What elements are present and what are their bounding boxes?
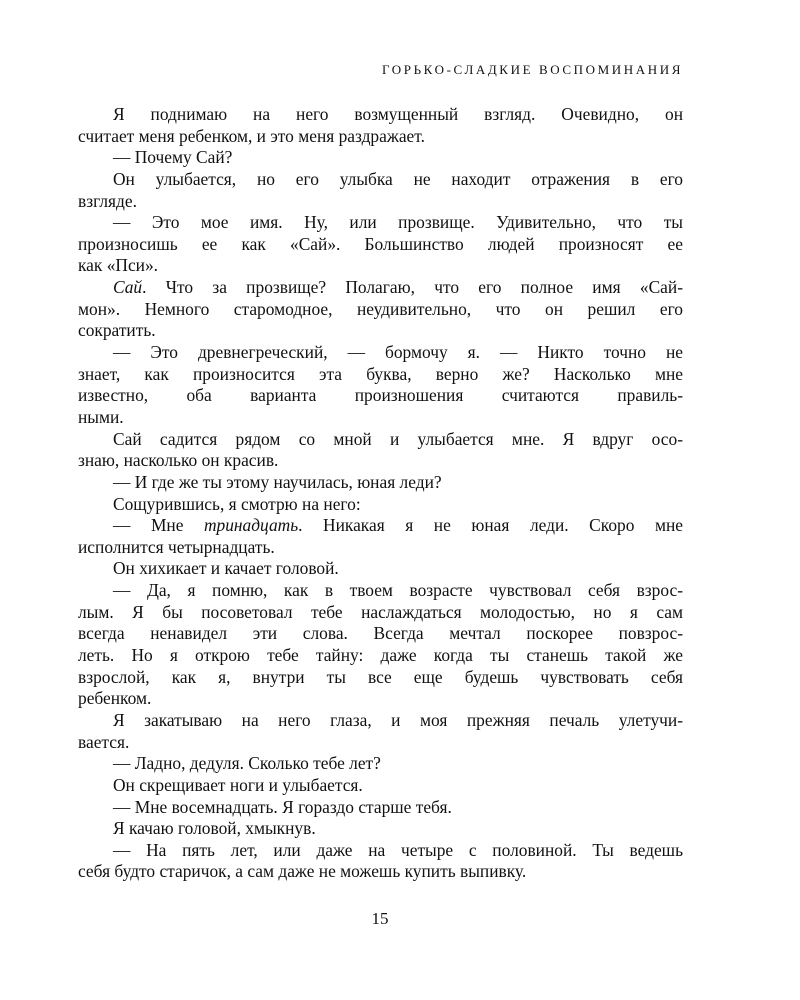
emphasis-sai: Сай — [113, 277, 143, 298]
text-line-rest: . Что за прозвище? Полагаю, что его полное имя «Сай- — [142, 277, 683, 298]
text-line: взгляде. — [78, 190, 137, 211]
text-line: себя будто старичок, а сам даже не можешь купить выпивку. — [78, 861, 527, 882]
text-line: — Ладно, дедуля. Сколько тебе лет? — [113, 753, 381, 774]
text-line: Я качаю головой, хмыкнув. — [113, 818, 316, 839]
text-line-start: — Мне — [113, 515, 204, 536]
text-line: леть. Но я открою тебе тайну: даже когда ты станешь такой же — [78, 645, 683, 666]
text-line: мон». Немного старомодное, неудивительно, что он решил его — [78, 298, 683, 319]
text-line — [78, 277, 683, 299]
text-line: — Мне восемнадцать. Я гораздо старше тебя. — [113, 796, 452, 817]
text-line: Я закатываю на него глаза, и моя прежняя печаль улетучи- — [113, 709, 683, 730]
text-line: — Да, я помню, как в твоем возрасте чувствовал себя взрос- — [113, 580, 683, 601]
text-line: знает, как произносится эта буква, верно же? Насколько мне — [78, 363, 683, 384]
body-text — [78, 104, 683, 883]
text-line: — Это мое имя. Ну, или прозвище. Удивительно, что ты — [113, 212, 683, 233]
text-line: Он скрещивает ноги и улыбается. — [113, 774, 363, 795]
text-line: считает меня ребенком, и это меня раздражает. — [78, 125, 425, 146]
text-line: сократить. — [78, 320, 156, 341]
text-line: — Почему Сай? — [113, 147, 233, 168]
text-line: ными. — [78, 406, 124, 427]
text-line: Он хихикает и качает головой. — [113, 558, 339, 579]
text-line: — На пять лет, или даже на четыре с половиной. Ты ведешь — [113, 839, 683, 860]
text-line: произносишь ее как «Сай». Большинство людей произносят ее — [78, 233, 683, 254]
text-line: знаю, насколько он красив. — [78, 450, 279, 471]
text-line-rest: . Никакая я не юная леди. Скоро мне — [298, 515, 683, 536]
text-line: взрослой, как я, внутри ты все еще будешь чувствовать себя — [78, 666, 683, 687]
text-line: всегда ненавидел эти слова. Всегда мечтал поскорее повзрос- — [78, 623, 683, 644]
text-line: лым. Я бы посоветовал тебе наслаждаться молодостью, но я сам — [78, 601, 683, 622]
text-line: как «Пси». — [78, 255, 159, 276]
text-line: — Это древнегреческий, — бормочу я. — Никто точно не — [113, 342, 683, 363]
text-line: исполнится четырнадцать. — [78, 536, 275, 557]
text-line: Сощурившись, я смотрю на него: — [113, 493, 361, 514]
text-line: Я поднимаю на него возмущенный взгляд. Очевидно, он — [113, 104, 683, 124]
text-line: известно, оба варианта произношения считаются правиль- — [78, 385, 683, 406]
text-line: Сай садится рядом со мной и улыбается мне. Я вдруг осо- — [113, 428, 683, 449]
running-header: ГОРЬКО-СЛАДКИЕ ВОСПОМИНАНИЯ — [381, 62, 683, 77]
text-line: ребенком. — [78, 688, 152, 709]
text-line: Он улыбается, но его улыбка не находит отражения в его — [113, 168, 683, 189]
text-line — [78, 515, 683, 537]
emphasis-trinadtsat: тринадцать — [203, 515, 299, 536]
text-line: — И где же ты этому научилась, юная леди? — [113, 471, 442, 492]
text-line: вается. — [78, 731, 130, 752]
page-number: 15 — [371, 909, 389, 928]
